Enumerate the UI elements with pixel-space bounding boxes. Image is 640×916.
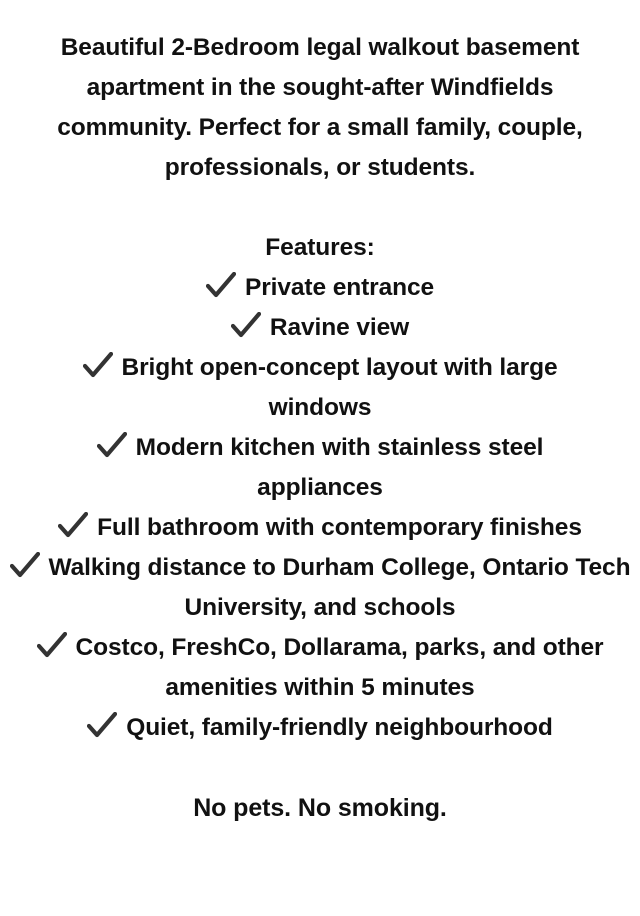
- feature-label: Full bathroom with contemporary finishes: [97, 514, 582, 541]
- feature-label: Ravine view: [269, 314, 410, 341]
- feature-label: Private entrance: [244, 274, 435, 301]
- features-heading: Features:: [265, 234, 375, 261]
- intro-paragraph: Beautiful 2-Bedroom legal walkout basement apartment in the sought-after Windfields community. Perfect for a small family, couple, professionals, or students.: [57, 34, 583, 181]
- check-mark-icon: [97, 432, 127, 458]
- feature-list: [0, 268, 640, 748]
- feature-label: Costco, FreshCo, Dollarama, parks, and other amenities within 5 minutes: [75, 634, 604, 701]
- check-mark-icon: [83, 352, 113, 378]
- feature-item: [10, 508, 630, 548]
- feature-item: [20, 708, 620, 748]
- check-mark-icon: [37, 632, 67, 658]
- check-mark-icon: [58, 512, 88, 538]
- feature-label: Quiet, family-friendly neighbourhood: [126, 714, 553, 741]
- feature-label: Modern kitchen with stainless steel appliances: [135, 434, 544, 501]
- feature-item: [35, 628, 605, 708]
- feature-item: [40, 428, 600, 508]
- feature-item: [0, 268, 640, 308]
- feature-label: Bright open-concept layout with large windows: [121, 354, 558, 421]
- listing-description: [0, 28, 640, 828]
- feature-item: [0, 308, 640, 348]
- check-mark-icon: [231, 312, 261, 338]
- check-mark-icon: [87, 712, 117, 738]
- check-mark-icon: [10, 552, 40, 578]
- check-mark-icon: [206, 272, 236, 298]
- feature-label: Walking distance to Durham College, Ontario Tech University, and schools: [48, 554, 631, 621]
- house-rules: No pets. No smoking.: [193, 794, 447, 822]
- feature-item: [5, 548, 635, 628]
- feature-item: [40, 348, 600, 428]
